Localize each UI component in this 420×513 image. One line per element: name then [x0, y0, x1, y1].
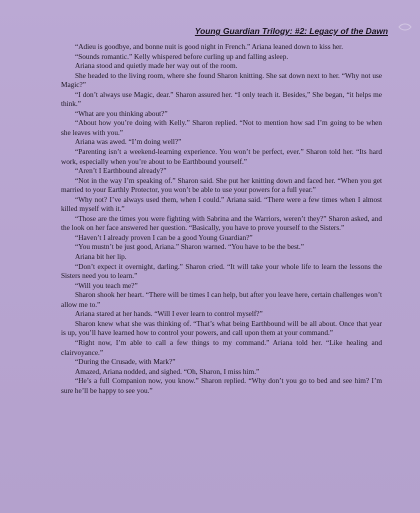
paragraph: Sharon shook her heart. “There will be times I can help, but after you leave here, certain challenges won’t allow me to.” [61, 291, 382, 309]
paragraph: “During the Crusade, with Mark?” [75, 358, 176, 367]
paragraph: “Don’t expect it overnight, darling.” Sharon cried. “It will take your whole life to learn the lessons the Sisters need you to learn.” [61, 262, 382, 281]
paragraph: Ariana bit her lip. [75, 253, 127, 262]
paragraph: “Why not? I’ve always used them, when I could.” Ariana said. “There were a few times when I almost killed myself with it.” [61, 195, 382, 214]
paragraph: Ariana was awed. “I’m doing well?” [75, 138, 182, 147]
paragraph: “You mustn’t be just good, Ariana.” Sharon warned. “You have to be the best.” [75, 243, 304, 252]
paragraph: Ariana stared at her hands. “Will I ever learn to control myself?” [75, 310, 263, 319]
paragraph: “Sounds romantic.” Kelly whispered before curling up and falling asleep. [75, 52, 289, 61]
paragraph: Amazed, Ariana nodded, and sighed. “Oh, Sharon, I miss him.” [75, 367, 260, 376]
paragraph: “I don’t always use Magic, dear.” Sharon assured her. “I only teach it. Besides,” She began, “it helps me think.” [61, 90, 382, 109]
paragraph: “About how you’re doing with Kelly.” Sharon replied. “Not to mention how sad I’m going to be when she leaves with you.” [61, 119, 382, 137]
body-text [61, 43, 382, 396]
paragraph: “Those are the times you were fighting with Sabrina and the Warriors, weren’t they?” Sharon asked, and the look on her face answered her question. “Basically, you have to prove yourself to the Sisters.” [61, 214, 382, 233]
paragraph: “Will you teach me?” [75, 281, 138, 290]
paragraph: “He’s a full Companion now, you know.” Sharon replied. “Why don’t you go to bed and see him? I’m sure he’ll be happy to see you.” [61, 377, 382, 395]
paragraph: “Parenting isn’t a weekend-learning experience. You won’t be perfect, ever.” Sharon told her. “Its hard work, especially when you’re about to be Earthbound yourself.” [61, 148, 382, 166]
paragraph: “Haven’t I already proven I can be a good Young Guardian?” [75, 233, 253, 242]
paragraph: Ariana stood and quietly made her way out of the room. [75, 62, 238, 71]
paragraph: Sharon knew what she was thinking of. “That’s what being Earthbound will be all about. Once that year is up, you’ll have learned how to control your powers, and call upon them at your command.” [61, 319, 382, 338]
paragraph: “Aren’t I Earthbound already?” [75, 167, 167, 176]
paragraph: “Not in the way I’m speaking of.” Sharon said. She put her knitting down and faced her. “When you get married to your Earthly Protector, you won’t be able to use your powers for a full year.” [61, 176, 382, 195]
paragraph: “What are you thinking about?” [75, 109, 168, 118]
paragraph: “Right now, I’m able to call a few things to my command.” Ariana told her. “Like healing and clairvoyance.” [61, 338, 382, 357]
paragraph: “Adieu is goodbye, and bonne nuit is good night in French.” Ariana leaned down to kiss her. [75, 43, 344, 51]
paragraph: She headed to the living room, where she found Sharon knitting. She sat down next to her. “Why not use Magic?” [61, 71, 382, 90]
page-corner-mark-icon [398, 22, 412, 32]
running-header: Young Guardian Trilogy: #2: Legacy of the Dawn [194, 26, 388, 36]
